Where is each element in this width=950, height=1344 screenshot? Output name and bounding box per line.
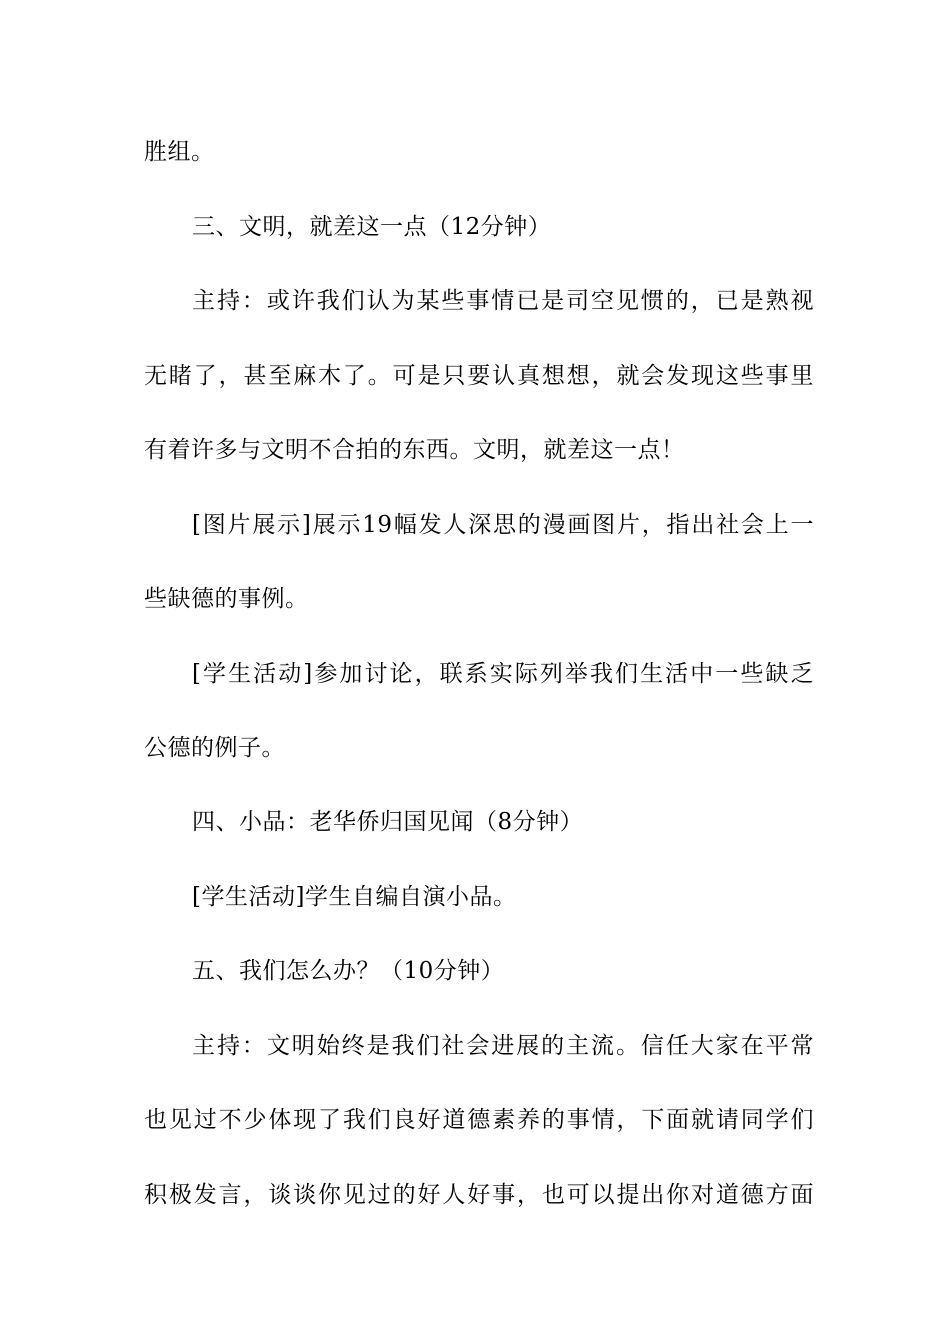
paragraph-line: [图片展示]展示19幅发人深思的漫画图片，指出社会上一	[192, 512, 814, 538]
paragraph-line: 公德的例子。	[144, 735, 285, 761]
paragraph-line: 主持：或许我们认为某些事情已是司空见惯的，已是熟视	[192, 288, 814, 314]
paragraph-line: 无睹了，甚至麻木了。可是只要认真想想，就会发现这些事里	[144, 363, 814, 389]
paragraph-line: 有着许多与文明不合拍的东西。文明，就差这一点！	[144, 437, 685, 463]
paragraph-line: 也见过不少体现了我们良好道德素养的事情，下面就请同学们	[144, 1107, 814, 1133]
paragraph-line: 积极发言，谈谈你见过的好人好事，也可以提出你对道德方面	[144, 1182, 814, 1208]
paragraph-line: 胜组。	[144, 139, 215, 165]
paragraph-line: 些缺德的事例。	[144, 586, 309, 612]
section-heading-4: 四、小品：老华侨归国见闻（8分钟）	[192, 809, 584, 835]
paragraph-line: 主持：文明始终是我们社会进展的主流。信任大家在平常	[192, 1033, 814, 1059]
section-heading-3: 三、文明，就差这一点（12分钟）	[192, 214, 552, 240]
paragraph-line: [学生活动]学生自编自演小品。	[192, 884, 517, 910]
section-heading-5: 五、我们怎么办？（10分钟）	[192, 958, 505, 984]
paragraph-line: [学生活动]参加讨论，联系实际列举我们生活中一些缺乏	[192, 661, 814, 687]
